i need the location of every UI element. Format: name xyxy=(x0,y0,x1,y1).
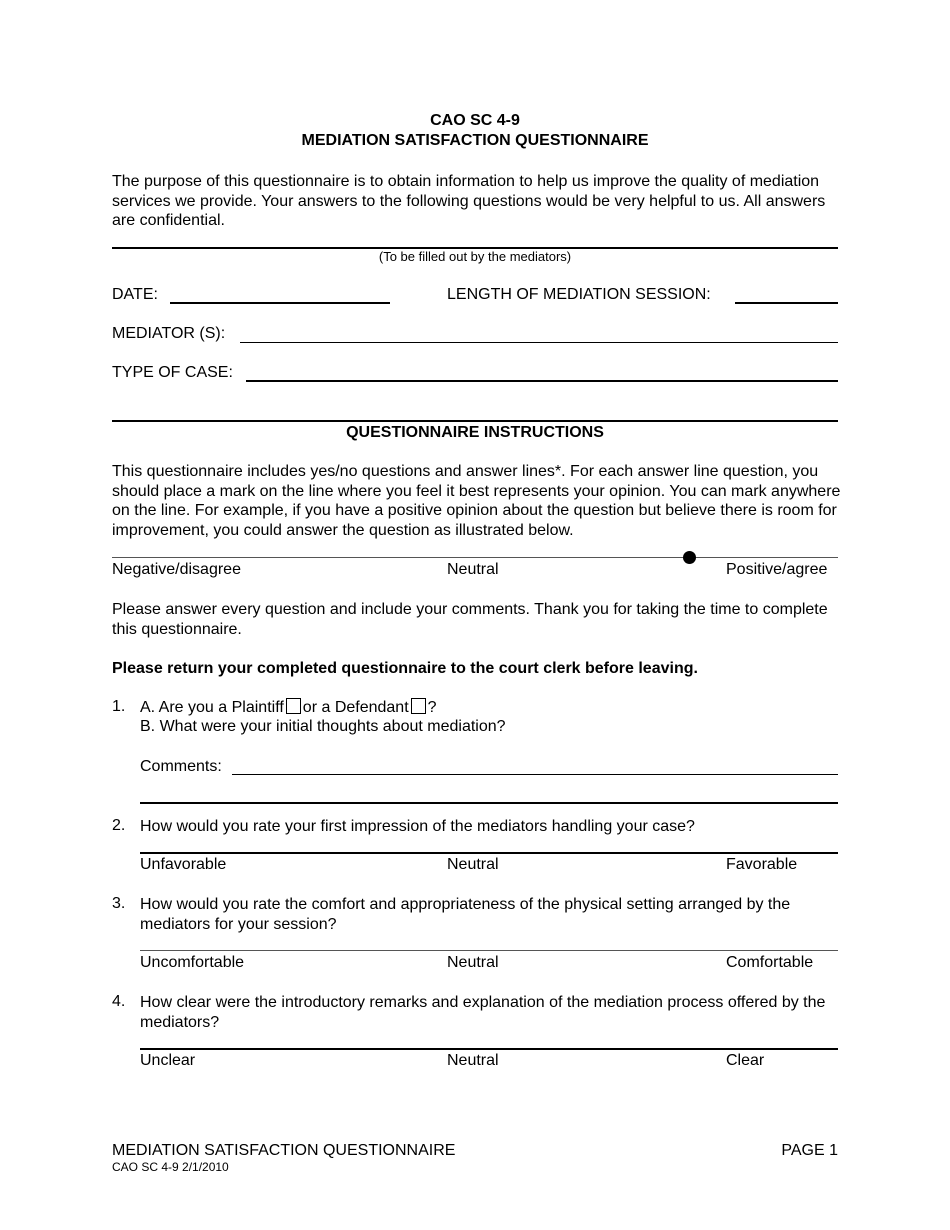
question-4-answer-line[interactable] xyxy=(140,1048,838,1050)
instructions-heading: QUESTIONNAIRE INSTRUCTIONS xyxy=(346,424,604,441)
footer-title: MEDIATION SATISFACTION QUESTIONNAIRE xyxy=(112,1142,456,1159)
section-divider xyxy=(112,420,838,422)
mediator-note: (To be filled out by the mediators) xyxy=(378,249,572,264)
question-2-middle-label: Neutral xyxy=(447,856,499,873)
case-type-label: TYPE OF CASE: xyxy=(112,364,233,381)
page-number: PAGE 1 xyxy=(781,1142,838,1159)
page-title: MEDIATION SATISFACTION QUESTIONNAIRE xyxy=(301,132,649,149)
example-middle-label: Neutral xyxy=(447,561,499,578)
question-4-right-label: Clear xyxy=(726,1052,765,1069)
question-2-text: How would you rate your first impression of the mediators handling your case? xyxy=(140,818,695,835)
footer-code: CAO SC 4-9 2/1/2010 xyxy=(112,1160,229,1174)
question-4-middle-label: Neutral xyxy=(447,1052,499,1069)
question-4-number: 4. xyxy=(112,993,126,1010)
example-answer-mark xyxy=(683,551,696,564)
example-answer-line xyxy=(112,557,838,558)
question-1b: B. What were your initial thoughts about mediation? xyxy=(140,718,506,735)
question-1-number: 1. xyxy=(112,698,126,715)
question-2-right-label: Favorable xyxy=(726,856,798,873)
question-3-left-label: Uncomfortable xyxy=(140,954,245,971)
question-1a-suffix: ? xyxy=(427,699,437,716)
question-2-answer-line[interactable] xyxy=(140,852,838,854)
question-4-left-label: Unclear xyxy=(140,1052,196,1069)
mediator-label: MEDIATOR (S): xyxy=(112,325,226,342)
question-4-text: How clear were the introductory remarks and explanation of the mediation process offered by the mediators? xyxy=(140,994,826,1031)
example-right-label: Positive/agree xyxy=(726,561,828,578)
comments-line[interactable] xyxy=(140,802,838,804)
example-left-label: Negative/disagree xyxy=(112,561,241,578)
request-paragraph: Please answer every question and include your comments. Thank you for taking the time to complete this questionnaire. xyxy=(112,601,828,638)
question-3-middle-label: Neutral xyxy=(447,954,499,971)
return-note: Please return your completed questionnaire to the court clerk before leaving. xyxy=(112,660,698,677)
question-3-text: How would you rate the comfort and appropriateness of the physical setting arranged by the mediators for your session? xyxy=(140,896,791,933)
question-2-number: 2. xyxy=(112,817,126,834)
question-1a-middle: or a Defendant xyxy=(302,699,409,716)
date-label: DATE: xyxy=(112,286,158,303)
comments-field[interactable] xyxy=(232,756,838,775)
length-field[interactable] xyxy=(735,284,838,304)
mediator-field[interactable] xyxy=(240,324,838,343)
length-label: LENGTH OF MEDIATION SESSION: xyxy=(447,286,711,303)
question-1a-prefix: A. Are you a Plaintiff xyxy=(140,699,284,716)
case-type-field[interactable] xyxy=(246,362,838,382)
intro-paragraph: The purpose of this questionnaire is to obtain information to help us improve the quality of mediation services we provide. Your answers to the following questions would be very helpful to us. All answers are confidential. xyxy=(112,173,826,229)
form-code: CAO SC 4-9 xyxy=(430,112,520,129)
question-1a xyxy=(140,698,437,717)
plaintiff-checkbox[interactable] xyxy=(286,698,301,714)
comments-label: Comments: xyxy=(140,758,222,775)
date-field[interactable] xyxy=(170,284,390,304)
defendant-checkbox[interactable] xyxy=(411,698,426,714)
instructions-text: This questionnaire includes yes/no questions and answer lines*. For each answer line question, you should place a mark on the line where you feel it best represents your opinion. You can mark anywhere on the line. For example, if you have a positive opinion about the question but believe there is room for improvement, you could answer the question as illustrated below. xyxy=(112,463,841,539)
question-3-number: 3. xyxy=(112,895,126,912)
question-2-left-label: Unfavorable xyxy=(140,856,227,873)
question-3-answer-line[interactable] xyxy=(140,950,838,951)
question-3-right-label: Comfortable xyxy=(726,954,814,971)
